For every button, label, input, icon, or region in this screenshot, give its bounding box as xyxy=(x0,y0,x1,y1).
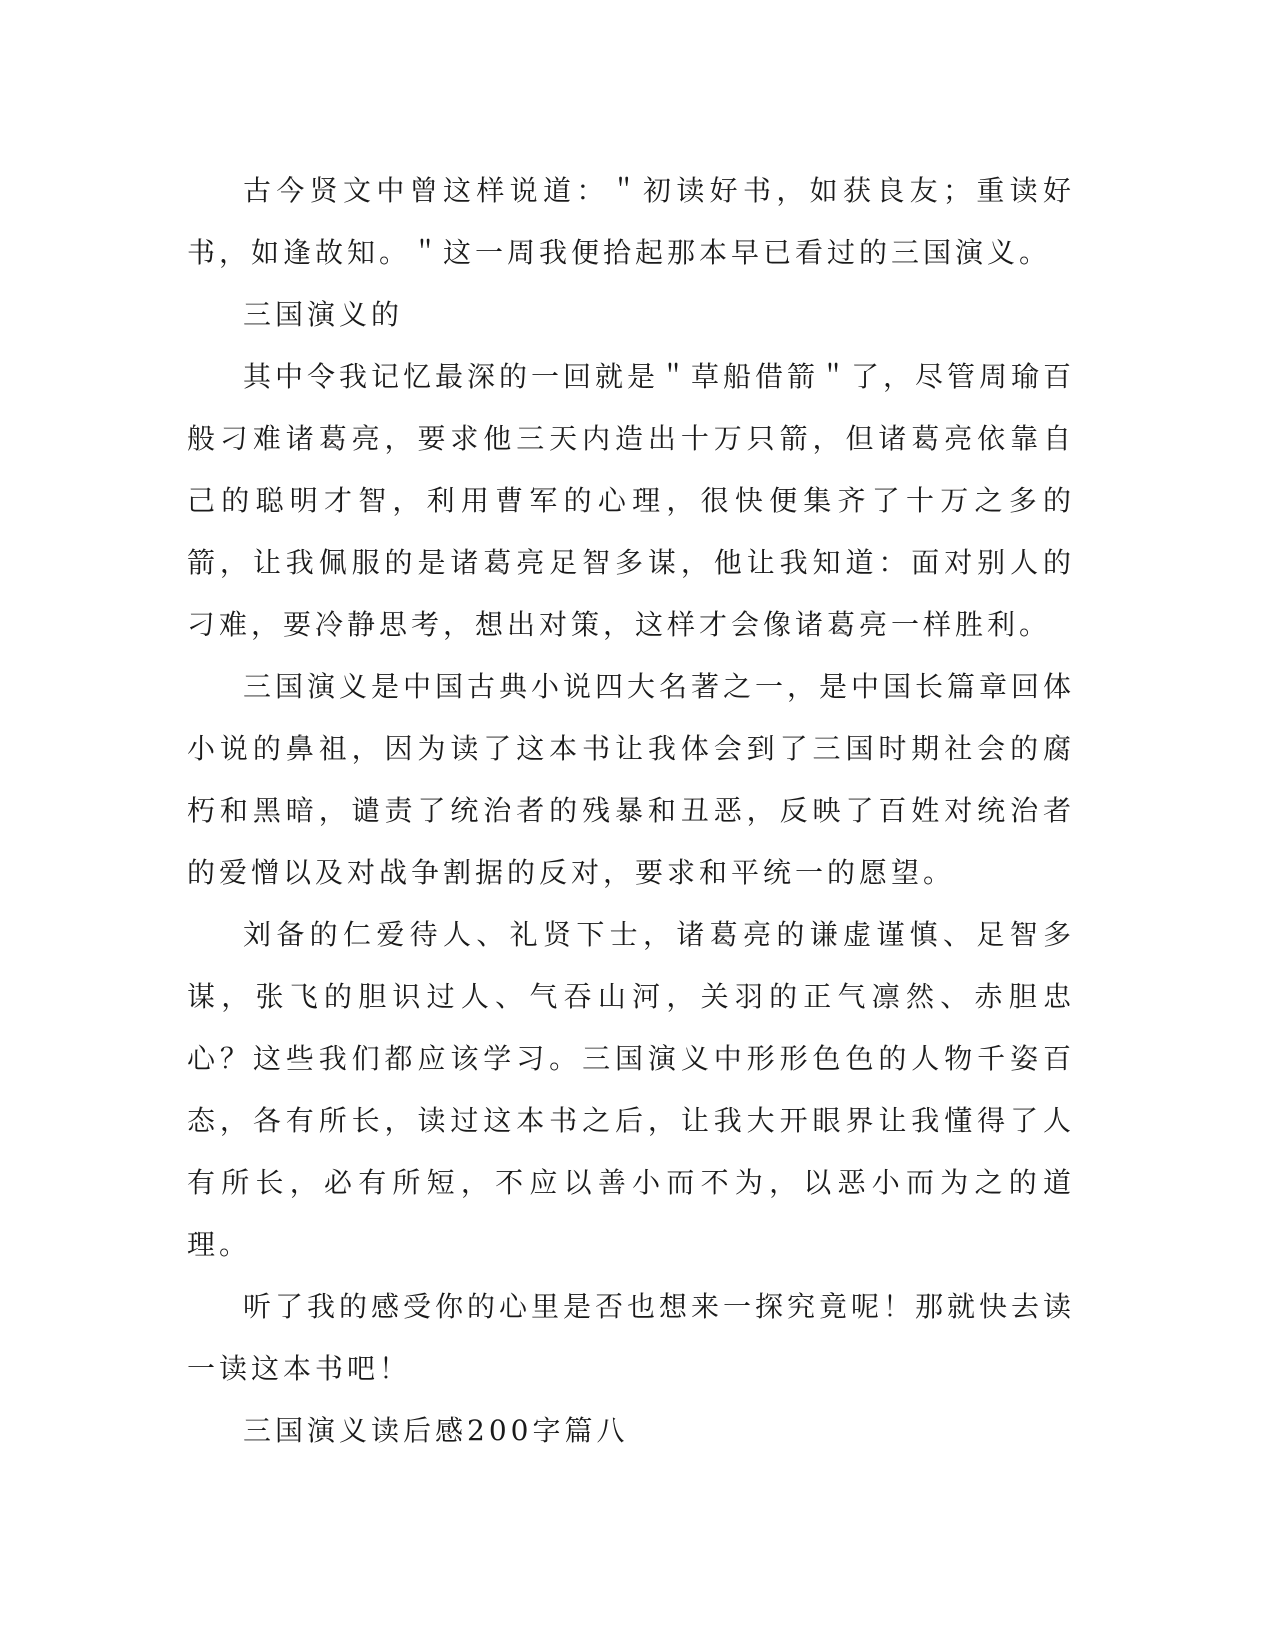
paragraph-invitation: 听了我的感受你的心里是否也想来一探究竟呢！那就快去读一读这本书吧！ xyxy=(187,1290,1076,1385)
document-body xyxy=(187,160,1075,1462)
section-heading-next: 三国演义读后感200字篇八 xyxy=(243,1414,629,1447)
paragraph-straw-boats: 其中令我记忆最深的一回就是＂草船借箭＂了，尽管周瑜百般刁难诸葛亮，要求他三天内造出十万只箭，但诸葛亮依靠自己的聪明才智，利用曹军的心理，很快便集齐了十万之多的箭，让我佩服的是诸葛亮足智多谋，他让我知道：面对别人的刁难，要冷静思考，想出对策，这样才会像诸葛亮一样胜利。 xyxy=(187,360,1076,641)
paragraph-intro-quote: 古今贤文中曾这样说道：＂初读好书，如获良友；重读好书，如逢故知。＂这一周我便拾起那本早已看过的三国演义。 xyxy=(187,174,1075,269)
paragraph-section-fragment: 三国演义的 xyxy=(243,298,404,331)
paragraph-characters: 刘备的仁爱待人、礼贤下士，诸葛亮的谦虚谨慎、足智多谋，张飞的胆识过人、气吞山河，关羽的正气凛然、赤胆忠心？这些我们都应该学习。三国演义中形形色色的人物千姿百态，各有所长，读过这本书之后，让我大开眼界让我懂得了人有所长，必有所短，不应以善小而不为，以恶小而为之的道理。 xyxy=(187,918,1075,1261)
paragraph-classic-novel: 三国演义是中国古典小说四大名著之一，是中国长篇章回体小说的鼻祖，因为读了这本书让我体会到了三国时期社会的腐朽和黑暗，谴责了统治者的残暴和丑恶，反映了百姓对统治者的爱憎以及对战争割据的反对，要求和平统一的愿望。 xyxy=(187,670,1076,889)
